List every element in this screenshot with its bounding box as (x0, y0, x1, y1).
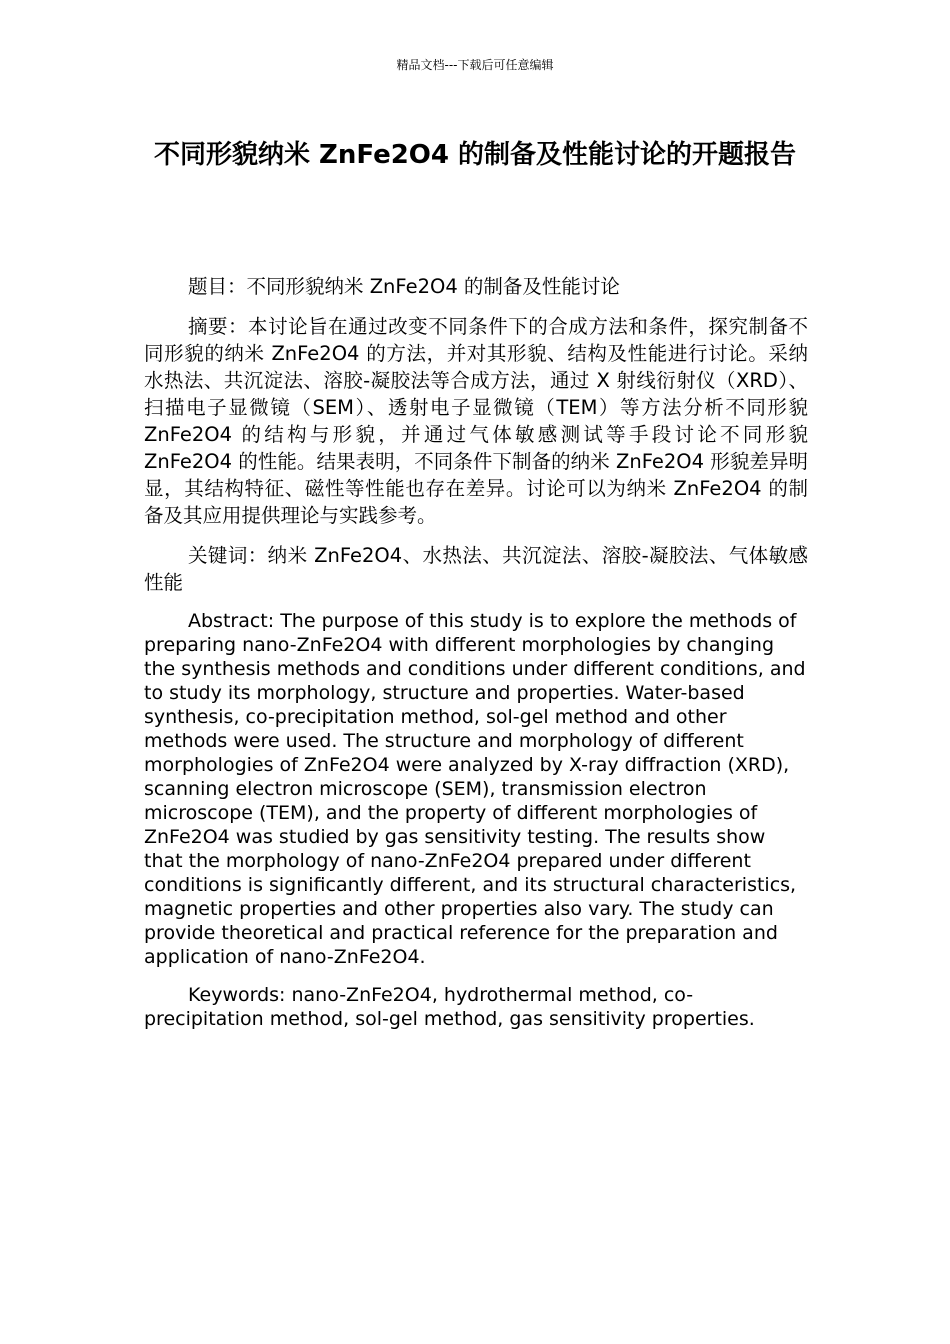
header-note: 精品文档---下载后可任意编辑 (396, 58, 554, 72)
document-body (144, 273, 808, 1045)
keywords-cn-paragraph: 关键词：纳米 ZnFe2O4、水热法、共沉淀法、溶胶-凝胶法、气体敏感性能 (144, 544, 808, 594)
abstract-cn-paragraph: 摘要：本讨论旨在通过改变不同条件下的合成方法和条件，探究制备不同形貌的纳米 ZnFe2O4 的方法，并对其形貌、结构及性能进行讨论。采纳水热法、共沉淀法、溶胶-凝胶法等合成方法，通过 X 射线衍射仪（XRD）、扫描电子显微镜（SEM）、透射电子显微镜（TEM）等方法分析不同形貌 ZnFe2O4 的结构与形貌，并通过气体敏感测试等手段讨论不同形貌 ZnFe2O4 的性能。结果表明，不同条件下制备的纳米 ZnFe2O4 形貌差异明显，其结构特征、磁性等性能也存在差异。讨论可以为纳米 ZnFe2O4 的制备及其应用提供理论与实践参考。 (144, 315, 808, 527)
abstract-en-paragraph: Abstract: The purpose of this study is to explore the methods of preparing nano-ZnFe2O4 with different morphologies by changing the synthesis methods and conditions under different conditions, and to study its morphology, structure and properties. Water-based synthesis, co-precipitation method, sol-gel method and other methods were used. The structure and morphology of different morphologies of ZnFe2O4 were analyzed by X-ray diffraction (XRD), scanning electron microscope (SEM), transmission electron microscope (TEM), and the property of different morphologies of ZnFe2O4 was studied by gas sensitivity testing. The results show that the morphology of nano-ZnFe2O4 prepared under different conditions is significantly different, and its structural characteristics, magnetic properties and other properties also vary. The study can provide theoretical and practical reference for the preparation and application of nano-ZnFe2O4. (144, 610, 806, 968)
topic-paragraph: 题目：不同形貌纳米 ZnFe2O4 的制备及性能讨论 (188, 275, 620, 298)
keywords-en-paragraph: Keywords: nano-ZnFe2O4, hydrothermal method, co-precipitation method, sol-gel method, gas sensitivity properties. (144, 984, 755, 1030)
document-title: 不同形貌纳米 ZnFe2O4 的制备及性能讨论的开题报告 (153, 140, 797, 170)
